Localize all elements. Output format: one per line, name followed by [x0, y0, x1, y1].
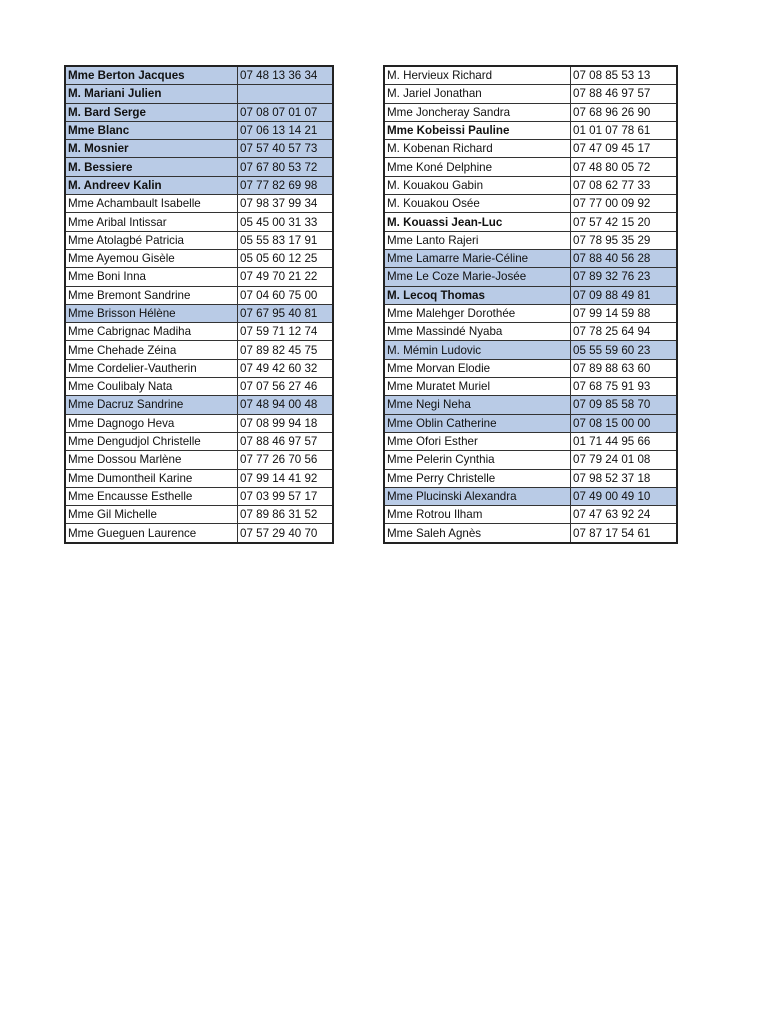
- contact-name-cell: M. Kouassi Jean-Luc: [384, 213, 571, 231]
- contact-phone-cell: 05 45 00 31 33: [238, 213, 334, 231]
- contact-row: [65, 304, 333, 322]
- contact-name-cell: Mme Le Coze Marie-Josée: [384, 268, 571, 286]
- contact-name-cell: Mme Bremont Sandrine: [65, 286, 238, 304]
- contact-row: [65, 176, 333, 194]
- contact-name-cell: M. Mariani Julien: [65, 85, 238, 103]
- contact-name-cell: Mme Boni Inna: [65, 268, 238, 286]
- contact-row: [384, 103, 677, 121]
- contact-table-right-body: [384, 66, 677, 543]
- contact-phone-cell: 01 71 44 95 66: [571, 432, 678, 450]
- contact-phone-cell: 07 88 46 97 57: [238, 432, 334, 450]
- contact-name-cell: Mme Encausse Esthelle: [65, 487, 238, 505]
- contact-name-cell: M. Jariel Jonathan: [384, 85, 571, 103]
- contact-row: [384, 304, 677, 322]
- contact-phone-cell: 05 55 83 17 91: [238, 231, 334, 249]
- contact-phone-cell: 07 48 13 36 34: [238, 66, 334, 85]
- contact-name-cell: Mme Achambault Isabelle: [65, 195, 238, 213]
- contact-name-cell: Mme Ayemou Gisèle: [65, 249, 238, 267]
- contact-row: [65, 432, 333, 450]
- contact-phone-cell: 07 77 82 69 98: [238, 176, 334, 194]
- contact-row: [384, 359, 677, 377]
- contact-row: [384, 469, 677, 487]
- contact-name-cell: Mme Dossou Marlène: [65, 451, 238, 469]
- contact-row: [384, 487, 677, 505]
- contact-name-cell: Mme Malehger Dorothée: [384, 304, 571, 322]
- contact-row: [65, 487, 333, 505]
- contact-row: [384, 286, 677, 304]
- contact-name-cell: Mme Dacruz Sandrine: [65, 396, 238, 414]
- contact-row: [65, 323, 333, 341]
- contact-phone-cell: 07 07 56 27 46: [238, 378, 334, 396]
- contact-phone-cell: [238, 85, 334, 103]
- contact-phone-cell: 07 49 42 60 32: [238, 359, 334, 377]
- contact-name-cell: Mme Cabrignac Madiha: [65, 323, 238, 341]
- contact-row: [384, 506, 677, 524]
- contact-row: [384, 140, 677, 158]
- contact-phone-cell: 07 68 96 26 90: [571, 103, 678, 121]
- contact-phone-cell: 07 57 42 15 20: [571, 213, 678, 231]
- contact-name-cell: Mme Kobeissi Pauline: [384, 121, 571, 139]
- contact-phone-cell: 07 79 24 01 08: [571, 451, 678, 469]
- contact-phone-cell: 07 67 80 53 72: [238, 158, 334, 176]
- contact-phone-cell: 07 89 32 76 23: [571, 268, 678, 286]
- contact-phone-cell: 07 99 14 41 92: [238, 469, 334, 487]
- contact-name-cell: Mme Chehade Zéina: [65, 341, 238, 359]
- contact-row: [384, 231, 677, 249]
- contact-row: [384, 213, 677, 231]
- contact-phone-cell: 05 55 59 60 23: [571, 341, 678, 359]
- contact-name-cell: Mme Oblin Catherine: [384, 414, 571, 432]
- contact-name-cell: Mme Cordelier-Vautherin: [65, 359, 238, 377]
- contact-row: [384, 85, 677, 103]
- contact-name-cell: Mme Pelerin Cynthia: [384, 451, 571, 469]
- contact-row: [65, 195, 333, 213]
- contact-row: [65, 469, 333, 487]
- contact-phone-cell: 07 67 95 40 81: [238, 304, 334, 322]
- contact-phone-cell: 07 08 85 53 13: [571, 66, 678, 85]
- contact-row: [384, 195, 677, 213]
- contact-row: [384, 268, 677, 286]
- contact-row: [384, 249, 677, 267]
- contact-name-cell: M. Lecoq Thomas: [384, 286, 571, 304]
- contact-phone-cell: 07 04 60 75 00: [238, 286, 334, 304]
- contact-name-cell: M. Kouakou Gabin: [384, 176, 571, 194]
- contact-phone-cell: 07 89 86 31 52: [238, 506, 334, 524]
- contact-row: [65, 140, 333, 158]
- contact-name-cell: M. Mémin Ludovic: [384, 341, 571, 359]
- contact-phone-cell: 07 49 00 49 10: [571, 487, 678, 505]
- contact-name-cell: Mme Dumontheil Karine: [65, 469, 238, 487]
- contact-row: [384, 66, 677, 85]
- contact-name-cell: M. Mosnier: [65, 140, 238, 158]
- contact-phone-cell: 07 88 40 56 28: [571, 249, 678, 267]
- contact-row: [65, 85, 333, 103]
- contact-phone-cell: 07 47 63 92 24: [571, 506, 678, 524]
- contact-row: [384, 323, 677, 341]
- contact-phone-cell: 07 08 62 77 33: [571, 176, 678, 194]
- contact-row: [384, 176, 677, 194]
- contact-row: [65, 341, 333, 359]
- contact-row: [65, 378, 333, 396]
- contact-name-cell: Mme Koné Delphine: [384, 158, 571, 176]
- contact-phone-cell: 07 77 26 70 56: [238, 451, 334, 469]
- contact-row: [65, 66, 333, 85]
- contact-table-left-body: [65, 66, 333, 543]
- contact-phone-cell: 07 08 99 94 18: [238, 414, 334, 432]
- contact-phone-cell: 07 03 99 57 17: [238, 487, 334, 505]
- contact-row: [65, 524, 333, 543]
- contact-phone-cell: 07 98 37 99 34: [238, 195, 334, 213]
- contact-name-cell: Mme Perry Christelle: [384, 469, 571, 487]
- contact-row: [65, 268, 333, 286]
- contact-name-cell: Mme Brisson Hélène: [65, 304, 238, 322]
- contact-name-cell: Mme Atolagbé Patricia: [65, 231, 238, 249]
- contact-row: [65, 506, 333, 524]
- contact-name-cell: Mme Dagnogo Heva: [65, 414, 238, 432]
- contact-name-cell: M. Kobenan Richard: [384, 140, 571, 158]
- contact-phone-cell: 07 78 25 64 94: [571, 323, 678, 341]
- contact-row: [65, 414, 333, 432]
- contact-name-cell: Mme Joncheray Sandra: [384, 103, 571, 121]
- contact-name-cell: Mme Morvan Elodie: [384, 359, 571, 377]
- contact-name-cell: M. Bard Serge: [65, 103, 238, 121]
- contact-phone-cell: 07 57 29 40 70: [238, 524, 334, 543]
- contact-row: [384, 451, 677, 469]
- contact-row: [384, 432, 677, 450]
- contact-name-cell: Mme Rotrou Ilham: [384, 506, 571, 524]
- contact-row: [65, 231, 333, 249]
- contact-phone-cell: 07 08 07 01 07: [238, 103, 334, 121]
- contact-phone-cell: 01 01 07 78 61: [571, 121, 678, 139]
- contact-phone-cell: 07 48 80 05 72: [571, 158, 678, 176]
- contact-name-cell: Mme Ofori Esther: [384, 432, 571, 450]
- contact-row: [65, 396, 333, 414]
- contact-phone-cell: 07 78 95 35 29: [571, 231, 678, 249]
- contact-row: [384, 524, 677, 543]
- contact-phone-cell: 07 49 70 21 22: [238, 268, 334, 286]
- contact-row: [384, 396, 677, 414]
- contact-phone-cell: 07 89 82 45 75: [238, 341, 334, 359]
- contact-row: [384, 414, 677, 432]
- contact-name-cell: Mme Blanc: [65, 121, 238, 139]
- contact-row: [65, 249, 333, 267]
- contact-table-right: [383, 65, 678, 544]
- contact-row: [65, 121, 333, 139]
- contact-phone-cell: 07 57 40 57 73: [238, 140, 334, 158]
- contact-phone-cell: 07 98 52 37 18: [571, 469, 678, 487]
- contact-phone-cell: 05 05 60 12 25: [238, 249, 334, 267]
- contact-name-cell: Mme Gil Michelle: [65, 506, 238, 524]
- contact-row: [384, 341, 677, 359]
- contact-name-cell: Mme Massindé Nyaba: [384, 323, 571, 341]
- contact-phone-cell: 07 77 00 09 92: [571, 195, 678, 213]
- contact-phone-cell: 07 87 17 54 61: [571, 524, 678, 543]
- contact-name-cell: Mme Saleh Agnès: [384, 524, 571, 543]
- contact-name-cell: M. Hervieux Richard: [384, 66, 571, 85]
- contact-row: [65, 103, 333, 121]
- contact-phone-cell: 07 68 75 91 93: [571, 378, 678, 396]
- contact-phone-cell: 07 09 88 49 81: [571, 286, 678, 304]
- contact-phone-cell: 07 47 09 45 17: [571, 140, 678, 158]
- contact-row: [65, 359, 333, 377]
- contact-phone-cell: 07 06 13 14 21: [238, 121, 334, 139]
- contact-phone-cell: 07 48 94 00 48: [238, 396, 334, 414]
- contact-name-cell: M. Andreev Kalin: [65, 176, 238, 194]
- contact-name-cell: Mme Berton Jacques: [65, 66, 238, 85]
- contact-name-cell: Mme Lanto Rajeri: [384, 231, 571, 249]
- contact-phone-cell: 07 59 71 12 74: [238, 323, 334, 341]
- contact-name-cell: Mme Muratet Muriel: [384, 378, 571, 396]
- contact-name-cell: Mme Coulibaly Nata: [65, 378, 238, 396]
- contact-row: [65, 213, 333, 231]
- contact-name-cell: Mme Lamarre Marie-Céline: [384, 249, 571, 267]
- contact-row: [384, 158, 677, 176]
- contact-row: [65, 451, 333, 469]
- contact-row: [65, 158, 333, 176]
- contact-phone-cell: 07 08 15 00 00: [571, 414, 678, 432]
- contact-row: [65, 286, 333, 304]
- contact-table-left: [64, 65, 334, 544]
- contact-name-cell: Mme Dengudjol Christelle: [65, 432, 238, 450]
- contact-name-cell: Mme Negi Neha: [384, 396, 571, 414]
- contact-row: [384, 121, 677, 139]
- contact-phone-cell: 07 09 85 58 70: [571, 396, 678, 414]
- contact-phone-cell: 07 89 88 63 60: [571, 359, 678, 377]
- contact-name-cell: M. Kouakou Osée: [384, 195, 571, 213]
- contact-phone-cell: 07 99 14 59 88: [571, 304, 678, 322]
- contact-name-cell: Mme Plucinski Alexandra: [384, 487, 571, 505]
- contact-row: [384, 378, 677, 396]
- contact-phone-cell: 07 88 46 97 57: [571, 85, 678, 103]
- contact-name-cell: Mme Gueguen Laurence: [65, 524, 238, 543]
- contact-name-cell: Mme Aribal Intissar: [65, 213, 238, 231]
- contact-name-cell: M. Bessiere: [65, 158, 238, 176]
